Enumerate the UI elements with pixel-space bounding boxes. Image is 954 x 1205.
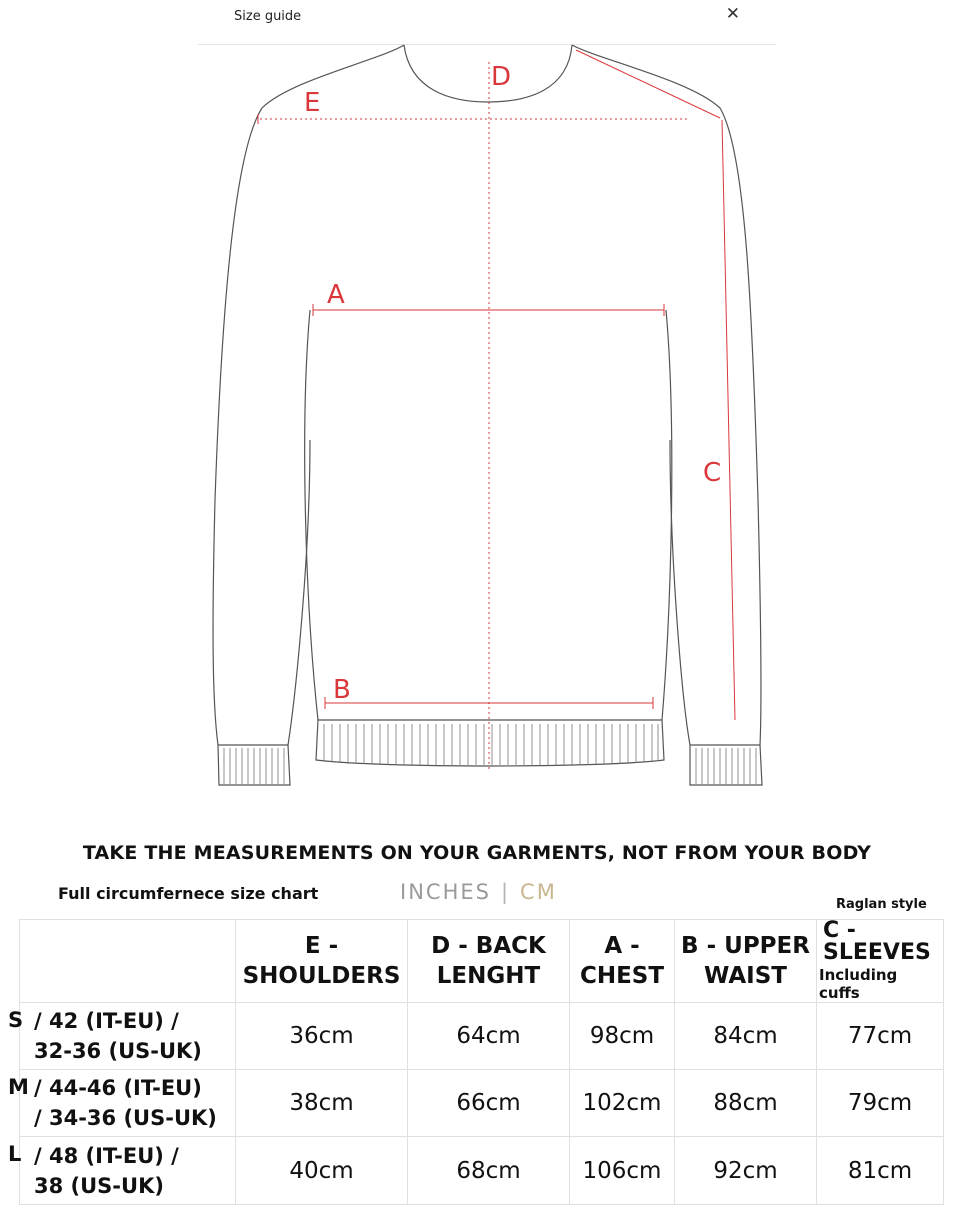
value-chest: 98cm [570,1003,675,1070]
value-shoulders: 36cm [236,1003,408,1070]
label-b: B [333,675,351,705]
size-line: / 34-36 (US-UK) [34,1106,217,1130]
label-d: D [491,62,512,92]
size-line: / 42 (IT-EU) / [34,1009,179,1033]
label-c: C [703,458,722,488]
raglan-note: Raglan style [836,897,927,912]
value-sleeves: 79cm [817,1070,944,1137]
header-chest: A - CHEST [570,920,675,1003]
value-chest: 106cm [570,1137,675,1205]
value-shoulders: 40cm [236,1137,408,1205]
size-cell-m [8,1070,236,1137]
header-sleeves-label: C - SLEEVES [823,918,931,965]
value-upper-waist: 84cm [675,1003,817,1070]
unit-toggle [400,880,557,904]
header-shoulders: E - SHOULDERS [236,920,408,1003]
header-upper-waist: B - UPPER WAIST [675,920,817,1003]
unit-separator: | [500,880,511,904]
size-chart-subtitle: Full circumfernece size chart [58,884,319,903]
size-cell-s [8,1003,236,1070]
unit-cm[interactable]: CM [520,880,557,904]
value-back-length: 68cm [408,1137,570,1205]
close-icon[interactable]: ✕ [725,4,740,24]
value-back-length: 66cm [408,1070,570,1137]
measurement-instruction: TAKE THE MEASUREMENTS ON YOUR GARMENTS, NOT FROM YOUR BODY [82,842,872,864]
size-line: 38 (US-UK) [34,1173,164,1198]
label-a: A [327,280,345,310]
table-row [20,1137,944,1205]
size-letter: L [8,1142,22,1166]
value-back-length: 64cm [408,1003,570,1070]
modal-title: Size guide [234,9,302,24]
size-line: / 48 (IT-EU) / [34,1143,179,1168]
unit-inches[interactable]: INCHES [400,880,491,904]
value-sleeves: 81cm [817,1137,944,1205]
header-sleeves [817,920,944,1003]
size-table [8,918,944,1205]
table-row [20,1003,944,1070]
value-shoulders: 38cm [236,1070,408,1137]
size-cell-l [8,1137,236,1205]
header-sleeves-note: Including cuffs [819,966,898,1002]
size-line: / 44-46 (IT-EU) [34,1076,202,1100]
size-line: 32-36 (US-UK) [34,1039,202,1063]
value-chest: 102cm [570,1070,675,1137]
value-upper-waist: 92cm [675,1137,817,1205]
label-e: E [304,88,321,118]
size-letter: S [8,1008,24,1032]
header-back-length: D - BACK LENGHT [408,920,570,1003]
table-row [20,1070,944,1137]
header-empty [20,920,236,1003]
size-letter: M [8,1075,29,1099]
value-sleeves: 77cm [817,1003,944,1070]
table-header-row [20,920,944,1003]
value-upper-waist: 88cm [675,1070,817,1137]
